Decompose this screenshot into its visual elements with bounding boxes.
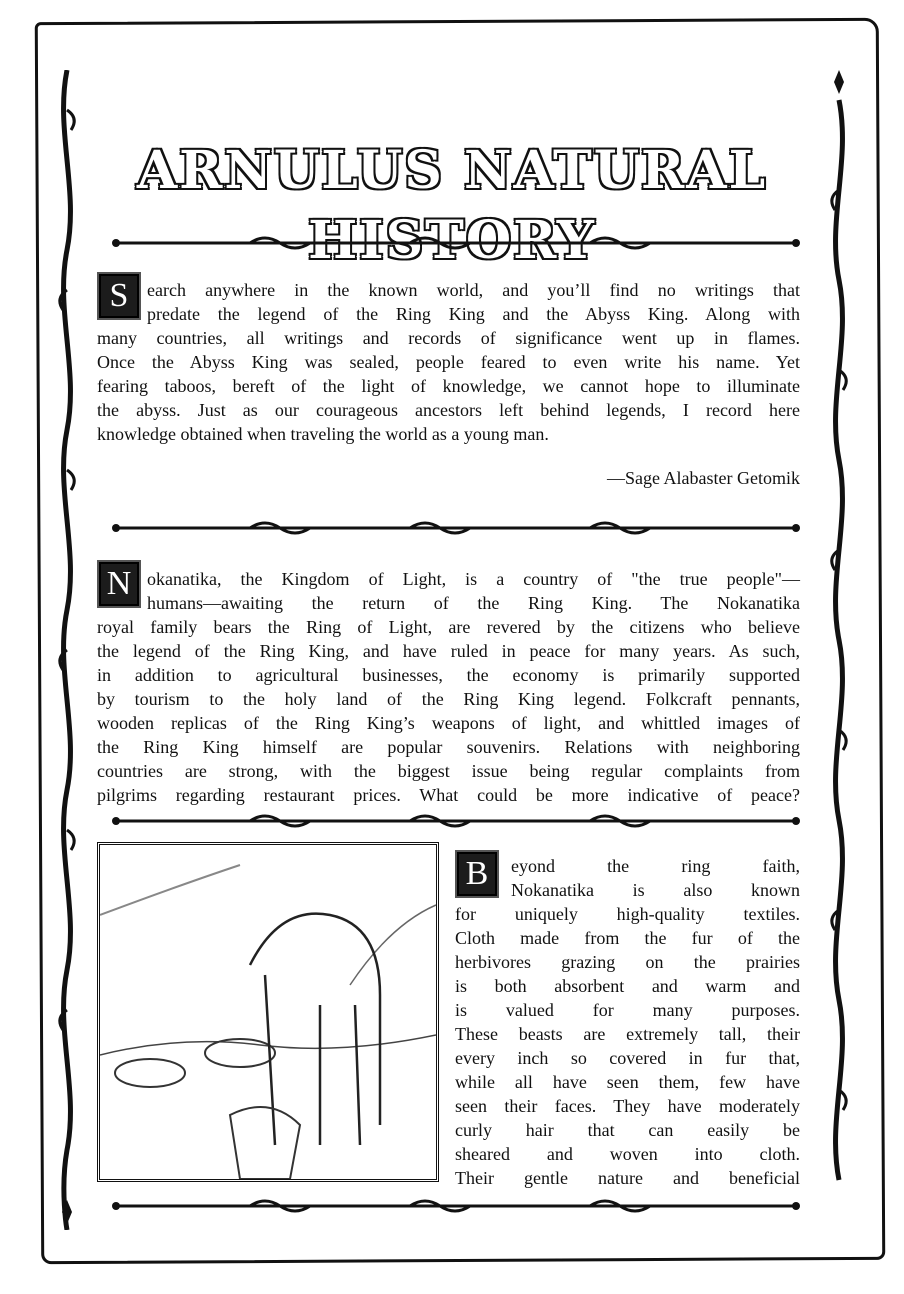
drop-cap: N [97, 560, 141, 608]
ornamental-divider [110, 232, 802, 254]
nokanatika-paragraph [97, 567, 800, 807]
text-line: the abyss. Just as our courageous ancestors left behind legends, I record here [97, 400, 800, 420]
text-line: seen their faces. They have moderately [455, 1096, 800, 1116]
drop-cap: S [97, 272, 141, 320]
text-line: many countries, all writings and records of significance went up in flames. [97, 328, 800, 348]
intro-paragraph [97, 278, 800, 446]
text-line: is both absorbent and warm and [455, 976, 800, 996]
text-line: for uniquely high-quality textiles. [455, 904, 800, 924]
text-line: earch anywhere in the known world, and you’ll find no writings that [147, 280, 800, 300]
text-line: the Ring King himself are popular souvenirs. Relations with neighboring [97, 737, 800, 757]
text-line: okanatika, the Kingdom of Light, is a country of "the true people"— [147, 569, 800, 589]
drop-cap: B [455, 850, 499, 898]
text-line: These beasts are extremely tall, their [455, 1024, 800, 1044]
text-line: eyond the ring faith, [511, 856, 800, 876]
text-line: is valued for many purposes. [455, 1000, 800, 1020]
text-line: sheared and woven into cloth. [455, 1144, 800, 1164]
text-line: countries are strong, with the biggest issue being regular complaints from [97, 761, 800, 781]
ornamental-divider [110, 810, 802, 832]
text-line: wooden replicas of the Ring King’s weapons of light, and whittled images of [97, 713, 800, 733]
text-line: humans—awaiting the return of the Ring King. The Nokanatika [147, 593, 800, 613]
text-line: while all have seen them, few have [455, 1072, 800, 1092]
text-line: herbivores grazing on the prairies [455, 952, 800, 972]
text-line: in addition to agricultural businesses, the economy is primarily supported [97, 665, 800, 685]
right-vine-ornament [822, 70, 856, 1230]
page-title: ARNULUS NATURAL HISTORY [136, 140, 768, 271]
text-line: the legend of the Ring King, and have ruled in peace for many years. As such, [97, 641, 800, 661]
ornamental-divider [110, 517, 802, 539]
text-line: every inch so covered in fur that, [455, 1048, 800, 1068]
text-line: royal family bears the Ring of Light, are revered by the citizens who believe [97, 617, 800, 637]
text-line: curly hair that can easily be [455, 1120, 800, 1140]
text-line: pilgrims regarding restaurant prices. What could be more indicative of peace? [97, 785, 800, 805]
text-line: Once the Abyss King was sealed, people feared to even write his name. Yet [97, 352, 800, 372]
illustration-furry-beasts [97, 842, 439, 1182]
textiles-paragraph [455, 854, 800, 1190]
text-line: Cloth made from the fur of the [455, 928, 800, 948]
left-vine-ornament [50, 70, 84, 1230]
signature: —Sage Alabaster Getomik [607, 468, 800, 488]
text-line: fearing taboos, bereft of the light of knowledge, we cannot hope to illuminate [97, 376, 800, 396]
text-line: Nokanatika is also known [511, 880, 800, 900]
text-line: knowledge obtained when traveling the world as a young man. [97, 424, 549, 444]
text-line: by tourism to the holy land of the Ring King legend. Folkcraft pennants, [97, 689, 800, 709]
text-line: predate the legend of the Ring King and the Abyss King. Along with [147, 304, 800, 324]
text-line: Their gentle nature and beneficial [455, 1168, 800, 1188]
ornamental-divider [110, 1195, 802, 1217]
